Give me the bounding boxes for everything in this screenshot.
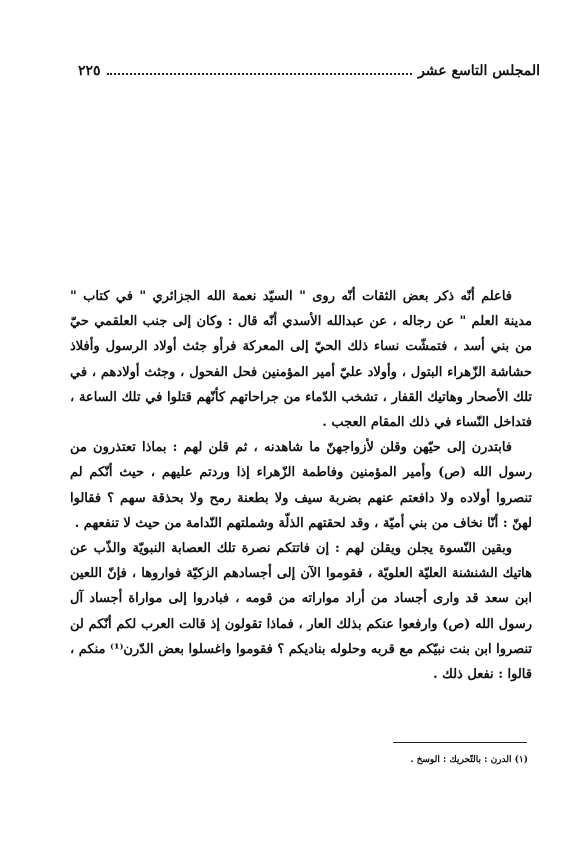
paragraph: وبقين النّسوة يجلن ويقلن لهم : إن فاتتكم نصرة تلك العصابة النبويّة والذّب عن هاتيك الشنشنة العليّة العلويّة ، فقوموا الآن إلى أجسادهم الزكيّة فواروها ، فإنّ اللعين ابن سعد قد وارى أجساد من أراد مواراته من قومه ، فبادروا إلى مواراة أجساد آل رسول الله (ص) وارفعوا عنكم بذلك العار ، فماذا تقولون إذ قالت العرب لكم أنّكم لن تنصروا ابن بنت نبيّكم مع قربه وحلوله بناديكم ؟ فقوموا واغسلوا بعض الدّرن⁽¹⁾ منكم ، قالوا : نفعل ذلك . [70,541,532,683]
footnote: (١) الدرن : بالتّحريك : الوسخ . [410,755,528,765]
paragraph: فاعلم أنّه ذكر بعض الثقات أنّه روى " السيّد نعمة الله الجزائري " في كتاب " مدينة العلم " عن رجاله ، عن عبدالله الأسدي أنّه قال : وكان إلى جنب العلقمي حيّ من بني أسد ، فتمشّت نساء ذلك الحيّ إلى المعركة فرأو جثث أولاد الرسول وأفلاذ حشاشة الزّهراء البتول ، وأولاد عليّ أمير المؤمنين فحل الفحول ، وجثث أولادهم ، في تلك الأصحار وهاتيك القفار ، تشخب الدّماء من جراحاتهم كأنّهم قتلوا في تلك الساعة ، فتداخل النّساء في ذلك المقام العجب . [70,289,532,431]
main-text [70,284,532,687]
paragraph: فابتدرن إلى حيّهن وقلن لأزواجهنّ ما شاهدنه ، ثم قلن لهم : بماذا تعتذرون من رسول الله (ص) وأمير المؤمنين وفاطمة الزّهراء إذا وردتم عليهم ، حيث أنّكم لم تنصروا أولاده ولا دافعتم عنهم بضربة سيف ولا بطعنة رمح ولا بحذقة سهم ؟ فقالوا لهنّ : أنّا نخاف من بني أميّة ، وقد لحقتهم الذلّة وشملتهم النّدامة من حيث لا تنفعهم . [70,440,532,531]
footnote-divider [393,742,527,743]
running-header [78,60,540,82]
page-number: ٢٢٥ [78,63,101,79]
chapter-title: المجلس التاسع عشر [418,63,540,79]
leader-dots [107,73,413,75]
